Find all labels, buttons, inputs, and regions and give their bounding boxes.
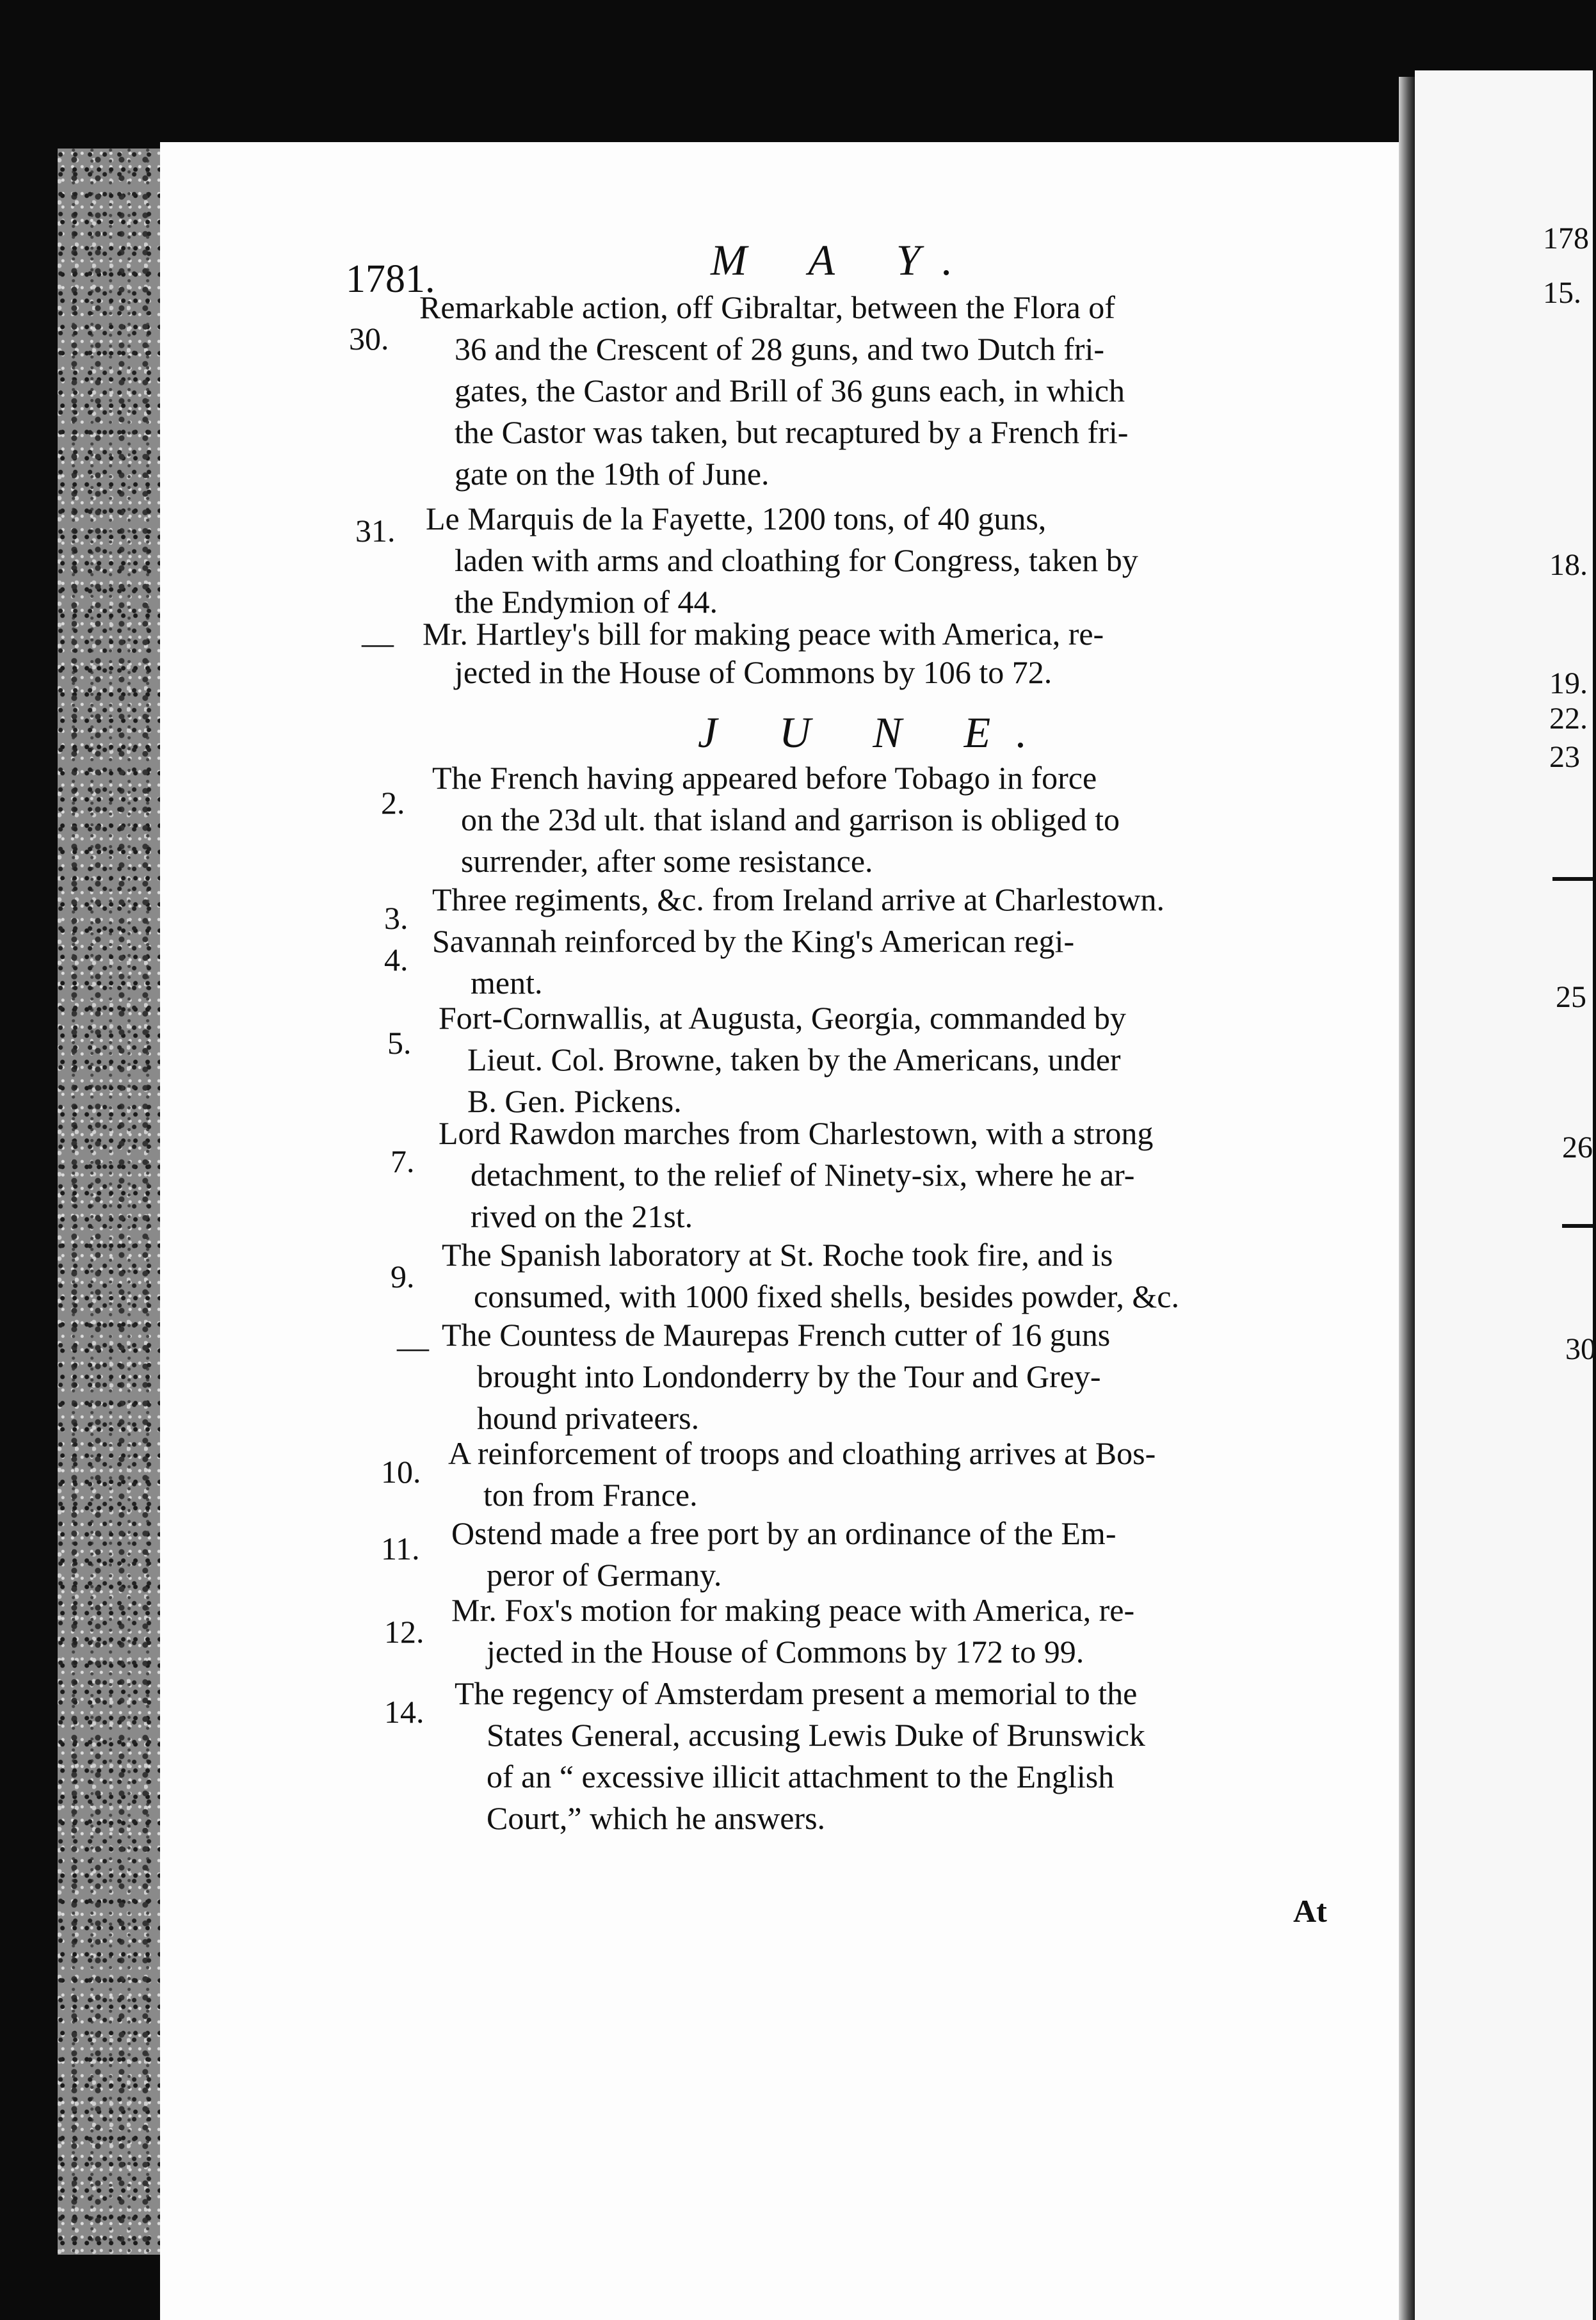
entry-line: laden with arms and cloathing for Congress, taken by (455, 542, 1138, 578)
facing-page-dash (1562, 1224, 1593, 1228)
entry-line: Mr. Hartley's bill for making peace with America, re- (423, 616, 1104, 652)
entry-line: ton from France. (483, 1477, 698, 1513)
book-spine (1399, 77, 1415, 2320)
entry-line: detachment, to the relief of Ninety-six, where he ar- (471, 1157, 1135, 1193)
facing-page (1415, 70, 1593, 2320)
entry-line: hound privateers. (477, 1400, 700, 1436)
entry-line: brought into Londonderry by the Tour and Grey- (477, 1358, 1101, 1394)
entry-line: The Spanish laboratory at St. Roche took fire, and is (442, 1237, 1113, 1273)
facing-page-fragment: 30 (1565, 1332, 1596, 1366)
entry-line: Ostend made a free port by an ordinance of the Em- (451, 1515, 1116, 1551)
entry-line: Lord Rawdon marches from Charlestown, with a strong (439, 1115, 1154, 1151)
entry-line: Fort-Cornwallis, at Augusta, Georgia, commanded by (439, 1000, 1126, 1036)
entry-number: 4. (384, 942, 408, 978)
entry-line: ment. (471, 965, 543, 1001)
entry-line: surrender, after some resistance. (461, 843, 873, 879)
entry-number: — (362, 625, 394, 661)
facing-page-fragment: 178 (1543, 222, 1589, 255)
entry-line: The French having appeared before Tobago in force (432, 760, 1097, 796)
entry-line: gate on the 19th of June. (455, 456, 770, 492)
entry-line: Lieut. Col. Browne, taken by the Americans, under (467, 1042, 1121, 1077)
entry-line: Le Marquis de la Fayette, 1200 tons, of 40 guns, (426, 501, 1047, 536)
facing-page-fragment: 25 (1556, 980, 1586, 1014)
entry-number: 11. (381, 1531, 420, 1567)
facing-page-fragment: 26 (1562, 1131, 1593, 1164)
month-heading-may: M A Y. (711, 236, 979, 284)
entry-line: Mr. Fox's motion for making peace with America, re- (451, 1592, 1135, 1628)
entry-line: jected in the House of Commons by 172 to 99. (487, 1634, 1084, 1670)
facing-page-dash (1552, 877, 1593, 881)
entry-line: jected in the House of Commons by 106 to 72. (455, 654, 1052, 690)
entry-number: 31. (355, 513, 396, 549)
entry-number: 3. (384, 900, 408, 936)
entry-number: 9. (391, 1259, 415, 1294)
entry-line: Three regiments, &c. from Ireland arrive at Charlestown. (432, 882, 1165, 917)
book-page (160, 142, 1399, 2320)
catchword: At (1293, 1893, 1327, 1929)
entry-number: 5. (387, 1025, 412, 1061)
entry-line: gates, the Castor and Brill of 36 guns each, in which (455, 373, 1125, 408)
facing-page-fragment: 18. (1549, 548, 1588, 582)
entry-line: peror of Germany. (487, 1557, 722, 1593)
entry-number: 7. (391, 1143, 415, 1179)
entry-line: the Endymion of 44. (455, 584, 718, 620)
entry-line: Remarkable action, off Gibraltar, between the Flora of (419, 289, 1115, 325)
year-header: 1781. (346, 257, 435, 301)
entry-line: The regency of Amsterdam present a memorial to the (455, 1675, 1138, 1711)
facing-page-fragment: 22. (1549, 702, 1588, 736)
page-edge (58, 149, 160, 2255)
entry-line: the Castor was taken, but recaptured by a French fri- (455, 414, 1129, 450)
entry-line: A reinforcement of troops and cloathing arrives at Bos- (448, 1435, 1156, 1471)
entry-line: The Countess de Maurepas French cutter of 16 guns (442, 1317, 1111, 1353)
entry-number: 12. (384, 1614, 424, 1650)
entry-line: B. Gen. Pickens. (467, 1083, 682, 1119)
entry-number: 2. (381, 785, 405, 821)
entry-line: States General, accusing Lewis Duke of Brunswick (487, 1717, 1145, 1753)
entry-line: Court,” which he answers. (487, 1800, 826, 1836)
facing-page-fragment: 15. (1543, 276, 1581, 310)
entry-number: 30. (349, 321, 389, 357)
entry-number: — (397, 1329, 429, 1365)
facing-page-fragment: 23 (1549, 740, 1580, 774)
entry-line: rived on the 21st. (471, 1198, 693, 1234)
facing-page-fragment: 19. (1549, 666, 1588, 700)
entry-line: consumed, with 1000 fixed shells, besides powder, &c. (474, 1278, 1179, 1314)
entry-number: 10. (381, 1454, 421, 1490)
month-heading-june: J U N E. (698, 708, 1053, 757)
entry-line: Savannah reinforced by the King's American regi- (432, 923, 1075, 959)
entry-line: of an “ excessive illicit attachment to the English (487, 1759, 1115, 1794)
entry-number: 14. (384, 1694, 424, 1730)
entry-line: on the 23d ult. that island and garrison is obliged to (461, 802, 1120, 837)
entry-line: 36 and the Crescent of 28 guns, and two Dutch fri- (455, 331, 1105, 367)
